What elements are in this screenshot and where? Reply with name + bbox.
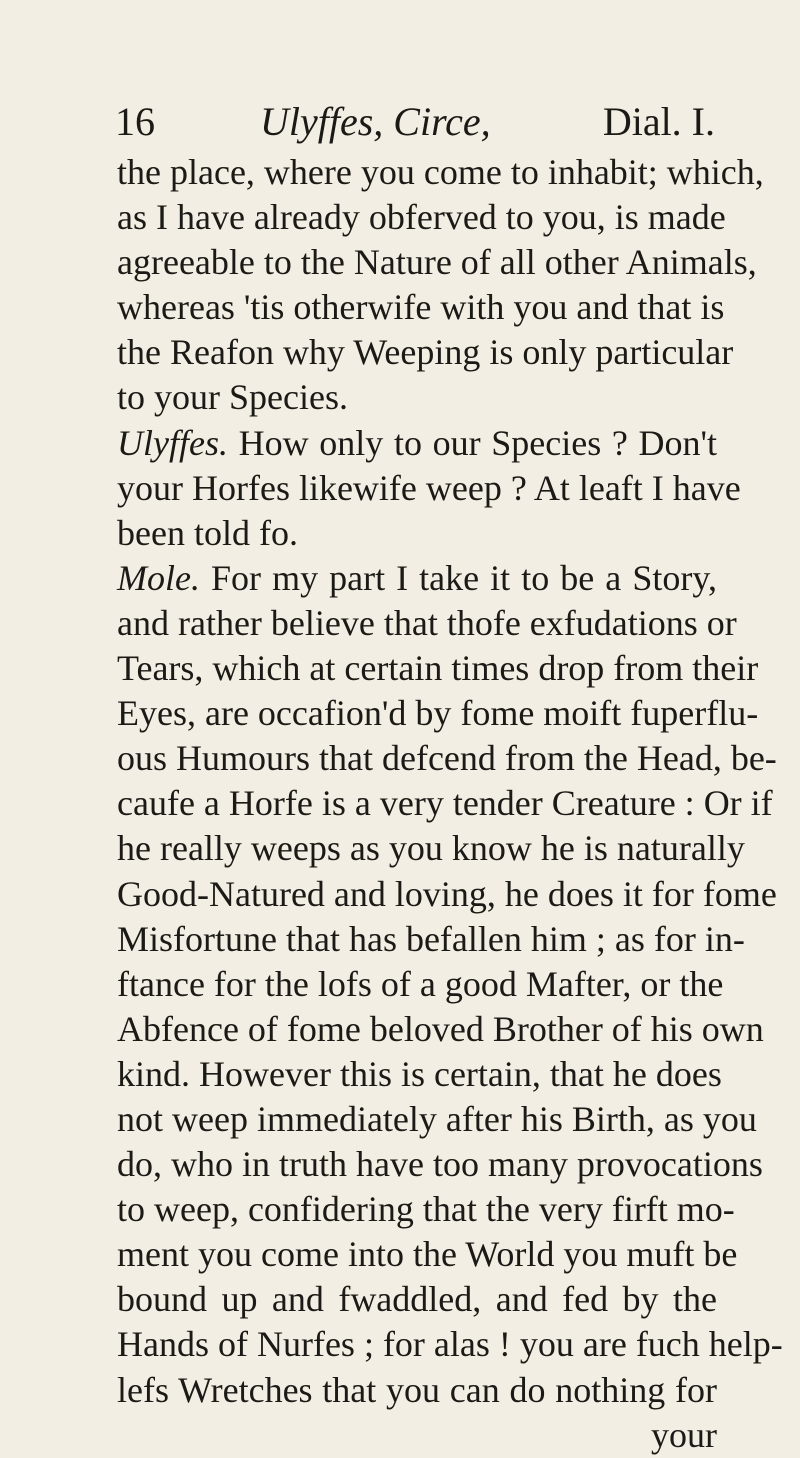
line-text: Good-Natured and loving, he does it for fome — [117, 873, 777, 914]
text-line — [117, 556, 717, 601]
line-text: Eyes, are occafion'd by fome moift fuperflu- — [117, 693, 759, 734]
line-text: as I have already obferved to you, is made — [117, 197, 726, 238]
text-line — [117, 826, 745, 871]
text-line — [117, 736, 777, 781]
text-line — [117, 375, 717, 420]
text-line — [117, 1232, 738, 1277]
line-text: the place, where you come to inhabit; which, — [117, 152, 764, 192]
line-text: Abfence of fome beloved Brother of his own — [117, 1008, 764, 1049]
dialogue-number: Dial. I. — [602, 99, 715, 144]
text-line — [117, 1142, 763, 1187]
line-text: Tears, which at certain times drop from their — [117, 648, 759, 689]
page-number: 16 — [115, 99, 155, 144]
line-text: whereas 'tis otherwife with you and that is — [117, 287, 725, 328]
text-line — [117, 872, 777, 917]
running-header — [115, 98, 715, 158]
catchword — [117, 1413, 717, 1458]
line-text: not weep immediately after his Birth, as you — [117, 1098, 757, 1139]
text-line — [117, 1187, 735, 1232]
line-text: to weep, confidering that the very firft mo- — [117, 1189, 735, 1230]
text-line — [117, 150, 764, 195]
text-line — [117, 1052, 722, 1097]
text-line — [117, 1097, 757, 1142]
line-text: and rather believe that thofe exfudations or — [117, 602, 737, 643]
speaker-name: Mole. — [117, 557, 200, 598]
text-line — [117, 195, 726, 240]
line-text: been told fo. — [117, 512, 298, 553]
body-text — [117, 150, 783, 1458]
line-text: Misfortune that has befallen him ; as for in- — [117, 918, 745, 959]
running-title: Ulyffes, Circe, — [260, 99, 491, 144]
text-line — [117, 917, 745, 962]
line-text: ment you come into the World you muft be — [117, 1234, 738, 1275]
line-text: do, who in truth have too many provocations — [117, 1144, 763, 1185]
line-text: your Horfes likewife weep ? At leaft I have — [117, 467, 741, 508]
line-text: bound up and fwaddled, and fed by the — [117, 1279, 717, 1320]
text-line — [117, 511, 717, 556]
text-line — [117, 646, 759, 691]
text-line — [117, 285, 725, 330]
text-line — [117, 1007, 764, 1052]
line-text: Hands of Nurfes ; for alas ! you are fuch help- — [117, 1324, 783, 1365]
text-line — [117, 421, 717, 466]
line-text: your — [651, 1414, 717, 1455]
text-line — [117, 691, 759, 736]
line-text: caufe a Horfe is a very tender Creature : Or if — [117, 783, 773, 824]
line-text: agreeable to the Nature of all other Animals, — [117, 242, 757, 283]
line-text: he really weeps as you know he is naturally — [117, 828, 745, 869]
text-line — [117, 330, 734, 375]
text-line — [117, 1277, 717, 1322]
line-text: the Reafon why Weeping is only particular — [117, 332, 734, 373]
text-line — [117, 1322, 783, 1367]
line-text: ous Humours that defcend from the Head, be- — [117, 738, 777, 779]
speaker-name: Ulyffes. — [117, 422, 228, 463]
line-text: ftance for the lofs of a good Mafter, or the — [117, 963, 724, 1004]
text-line — [117, 962, 724, 1007]
text-line — [117, 240, 757, 285]
text-line — [117, 1368, 717, 1413]
line-text: lefs Wretches that you can do nothing for — [117, 1369, 717, 1410]
line-text: kind. However this is certain, that he does — [117, 1053, 722, 1094]
line-text: For my part I take it to be a Story, — [199, 557, 717, 598]
line-text: to your Species. — [117, 377, 348, 418]
text-line — [117, 781, 773, 826]
line-text: How only to our Species ? Don't — [227, 422, 717, 463]
text-line — [117, 601, 737, 646]
text-line — [117, 466, 741, 511]
